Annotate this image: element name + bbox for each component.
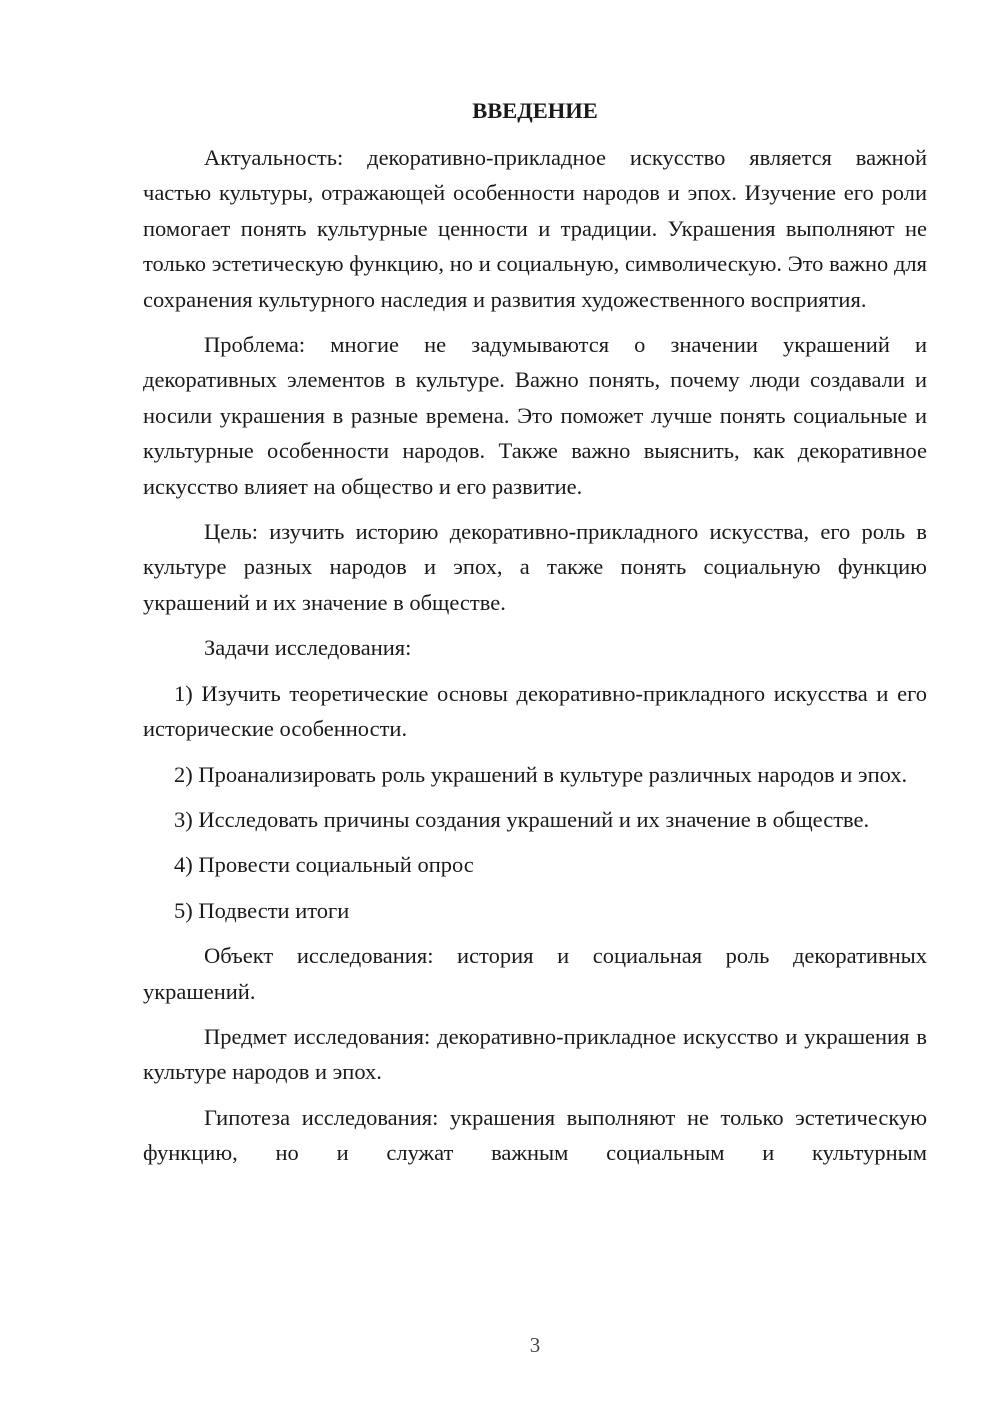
tasks-heading: Задачи исследования: xyxy=(204,635,412,661)
object-paragraph: Объект исследования: история и социальная роль декоративных украшений. xyxy=(143,943,927,1004)
task-item-4: 4) Провести социальный опрос xyxy=(174,852,474,878)
page-number: 3 xyxy=(529,1333,541,1357)
page-title: ВВЕДЕНИЕ xyxy=(472,98,598,123)
goal-paragraph: Цель: изучить историю декоративно-прикладного искусства, его роль в культуре разных народов и эпох, а также понять социальную функцию украшений и их значение в обществе. xyxy=(143,519,927,615)
task-item-2: 2) Проанализировать роль украшений в культуре различных народов и эпох. xyxy=(174,761,908,787)
subject-paragraph: Предмет исследования: декоративно-прикладное искусство и украшения в культуре народов и эпох. xyxy=(143,1023,927,1085)
task-item-3: 3) Исследовать причины создания украшений и их значение в обществе. xyxy=(174,806,870,832)
task-item-5: 5) Подвести итоги xyxy=(174,897,350,923)
problem-paragraph: Проблема: многие не задумываются о значении украшений и декоративных элементов в культуре. Важно понять, почему люди создавали и носили украшения в разные времена. Это поможет лучше понять социальные и культурные особенности народов. Также важно выяснить, как декоративное искусство влияет на общество и его развитие. xyxy=(143,332,927,499)
page-content xyxy=(143,93,927,1181)
hypothesis-paragraph: Гипотеза исследования: украшения выполняют не только эстетическую функцию, но и служат важным социальным и культурным xyxy=(143,1104,927,1166)
relevance-paragraph: Актуальность: декоративно-прикладное искусство является важной частью культуры, отражающей особенности народов и эпох. Изучение его роли помогает понять культурные ценности и традиции. Украшения выполняют не только эстетическую функцию, но и социальную, символическую. Это важно для сохранения культурного наследия и развития художественного восприятия. xyxy=(143,145,927,312)
task-item-1: 1) Изучить теоретические основы декоративно-прикладного искусства и его исторические особенности. xyxy=(143,680,927,742)
